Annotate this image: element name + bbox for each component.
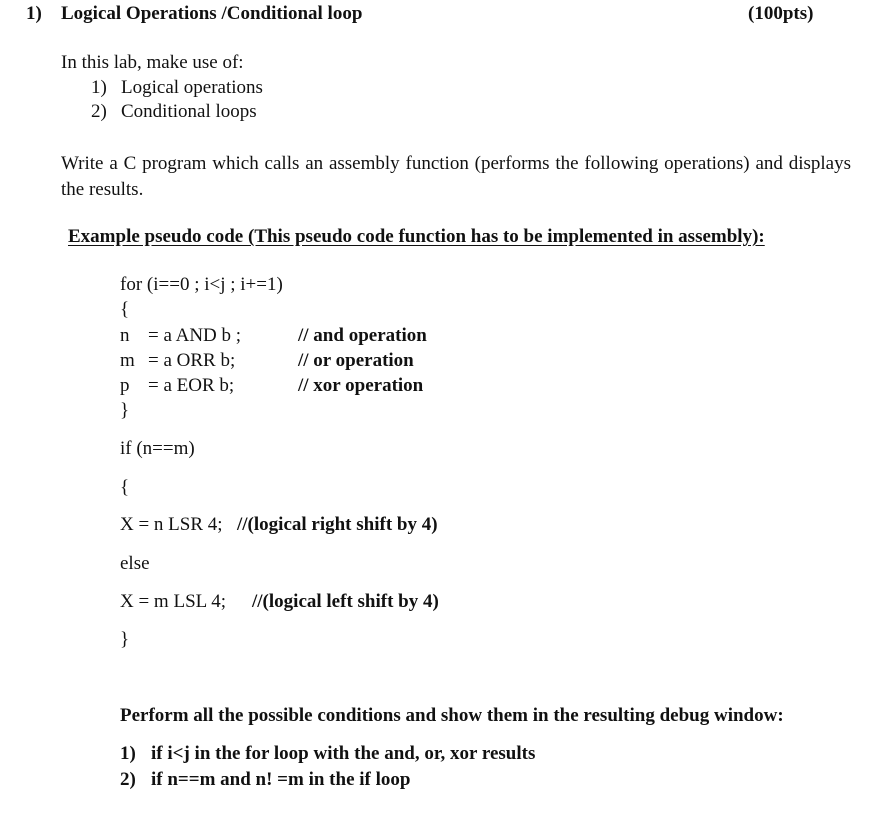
code-expression: = a ORR b; (148, 350, 236, 371)
intro-list-number: 1) (91, 77, 107, 98)
code-else-line: else (120, 553, 150, 574)
perform-list-item: if i<j in the for loop with the and, or, xor results (151, 743, 536, 764)
code-brace-close: } (120, 629, 130, 650)
code-variable: n (120, 325, 130, 346)
code-variable: m (120, 350, 135, 371)
code-comment: // xor operation (298, 375, 424, 396)
perform-list-number: 2) (120, 769, 136, 790)
perform-list-item: if n==m and n! =m in the if loop (151, 769, 411, 790)
question-points: (100pts) (748, 3, 814, 24)
code-expression: = a EOR b; (148, 375, 235, 396)
intro-list-item-logical-operations: Logical operations (121, 77, 263, 98)
code-if-line: if (n==m) (120, 438, 195, 459)
code-comment: // or operation (298, 350, 414, 371)
code-expression: = a AND b ; (148, 325, 242, 346)
intro-list-item-conditional-loops: Conditional loops (121, 101, 257, 122)
question-number: 1) (26, 3, 42, 24)
code-variable: p (120, 375, 130, 396)
intro-list-number: 2) (91, 101, 107, 122)
code-brace-open: { (120, 477, 130, 498)
code-shift-right: X = n LSR 4; (120, 514, 223, 535)
code-brace-open: { (120, 299, 130, 320)
task-description: Write a C program which calls an assembly function (performs the following operations) and displays the results. (61, 153, 851, 200)
question-title: Logical Operations /Conditional loop (61, 3, 363, 24)
perform-list-number: 1) (120, 743, 136, 764)
code-brace-close: } (120, 400, 130, 421)
perform-heading: Perform all the possible conditions and show them in the resulting debug window: (120, 705, 784, 726)
code-comment: // and operation (298, 325, 427, 346)
code-shift-left: X = m LSL 4; (120, 591, 227, 612)
code-shift-left-comment: //(logical left shift by 4) (252, 591, 439, 612)
intro-text: In this lab, make use of: (61, 52, 244, 73)
code-for-line: for (i==0 ; i<j ; i+=1) (120, 274, 283, 295)
example-heading: Example pseudo code (This pseudo code function has to be implemented in assembly): (68, 226, 765, 247)
code-shift-right-comment: //(logical right shift by 4) (237, 514, 438, 535)
